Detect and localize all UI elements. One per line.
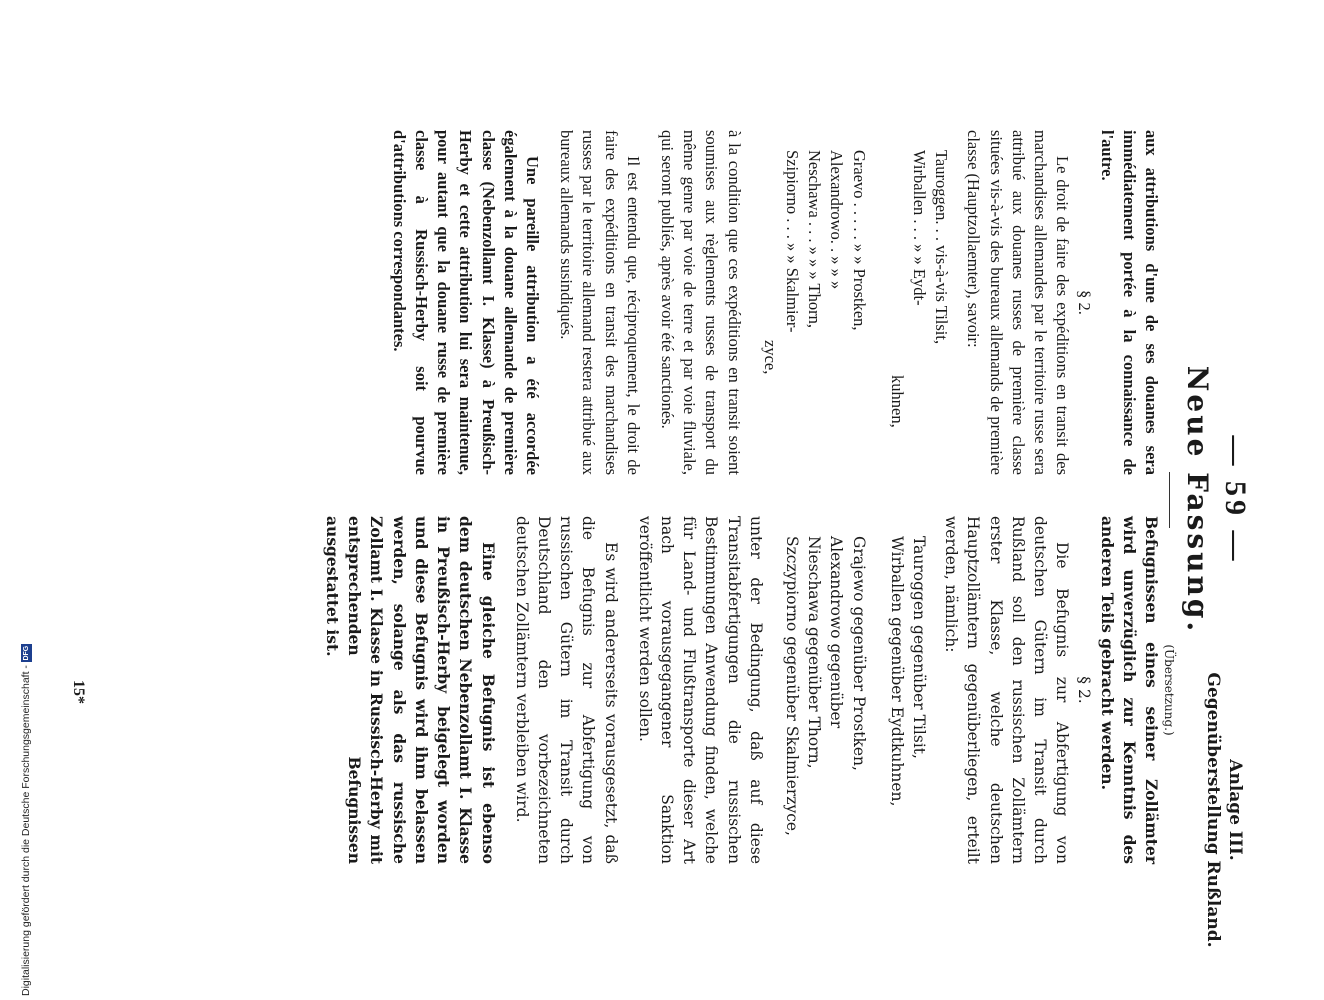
german-section-heading: § 2. <box>1075 676 1094 704</box>
german-column <box>321 516 1176 864</box>
french-list-row: Tauroggen. . . vis-à-vis Tilsit, <box>932 150 952 345</box>
digitization-sidebar <box>0 600 22 1000</box>
french-list-row: Wirballen . . . » » Eydt- <box>909 150 929 306</box>
german-list-row: Wirballen gegenüber Eydtkuhnen, <box>887 536 906 807</box>
french-list-row: Graevo . . . . . » » Prostken, <box>849 150 869 331</box>
french-paragraph-1: aux attributions d'une de ses douanes sera immédiatement portée à la connaissance de l'autre. <box>1097 130 1161 475</box>
german-list-row: Tauroggen gegenüber Tilsit, <box>909 536 928 759</box>
page-number: — 59 — <box>1219 435 1252 565</box>
digitization-note <box>20 596 32 996</box>
german-list-row: Grajewo gegenüber Prostken, <box>849 536 868 771</box>
french-list-row: Szipiorno . . . » » Skalmier- <box>782 150 802 333</box>
german-list-row: Nieschawa gegenüber Thorn, <box>805 536 824 769</box>
dfg-logo-icon: DFG <box>22 645 30 661</box>
french-list-row: Alexandrowo. . » » » <box>827 150 847 290</box>
german-list-row: Szczypiorno gegenüber Skalmierzyce, <box>782 536 801 836</box>
translation-note: (Übersetzung.) <box>1162 644 1176 736</box>
french-paragraph-5: Une pareille attribution a été accordée également à la douane allemande de première classe (Nebenzollamt I. Klasse) à Preußisch-Herby et cette attribution lui sera maintenue, pour autant que la douane russe de première classe à Russisch-Herby soit pourvue d'attributions correspondantes. <box>389 130 542 475</box>
annex-label: Anlage III. <box>1225 759 1245 861</box>
german-paragraph-4: Es wird andererseits vorausgesetzt, daß die Befugnis zur Abfertigung von russischen Gütern im Transit durch Deutschland den vorbezeichneten deutschen Zollämtern verbleiben wird. <box>512 516 620 864</box>
digitization-note-text: Digitalisierung gefördert durch die Deutsche Forschungsgemeinschaft - <box>20 665 32 996</box>
french-paragraph-3: à la condition que ces expéditions en transit soient soumises aux règlements russes de transport du même genre par voie de terre et par voie fluviale, qui seront publiés, après avoir été sanctionés. <box>657 130 744 475</box>
annex-heading <box>1202 660 1246 960</box>
german-paragraph-1: Befugnissen eines seiner Zollämter wird unverzüglich zur Kenntnis des anderen Teils gebracht werden. <box>1097 516 1161 864</box>
german-list-row: Alexandrowo gegenüber <box>827 536 846 729</box>
french-section-heading: § 2. <box>1075 290 1095 315</box>
french-list-row: Neschawa . . . » » » Thorn, <box>805 150 825 328</box>
annex-subtitle: Gegenüberstellung Rußland. <box>1203 672 1223 948</box>
german-paragraph-3: unter der Bedingung, daß auf diese Transitabfertigungen die russischen Bestimmungen Anwendung finden, welche für Land- und Flußtransporte dieser Art nach vorausgegangener Sanktion veröffentlicht werden sollen. <box>635 516 765 864</box>
french-paragraph-4: Il est entendu que, réciproquement, le droit de faire des expéditions en transit des marchandises russes par le territoire allemand restera attribué aux bureaux allemands susindiqués. <box>557 130 643 475</box>
german-paragraph-2: Die Befugnis zur Abfertigung von deutschen Gütern im Transit durch Rußland soll den russischen Zollämtern erster Klasse, welche deutschen Hauptzollämtern gegenüberliegen, erteilt werden, nämlich: <box>942 516 1072 864</box>
french-list-row: kuhnen, <box>887 375 907 428</box>
sheet-signature: 15* <box>70 680 87 704</box>
rotated-document-page <box>62 0 1262 1000</box>
german-paragraph-5: Eine gleiche Befugnis ist ebenso dem deutschen Nebenzollamt I. Klasse in Preußisch-Herby beigelegt worden und diese Befugnis wird ihm belassen werden, solange als das russische Zollamt I. Klasse in Russisch-Herby mit entsprechenden Befugnissen ausgestattet ist. <box>323 516 498 864</box>
french-paragraph-2: Le droit de faire des expéditions en transit des marchandises allemandes par le territoire russe sera attribué aux douanes russes de première classe situées vis-à-vis des bureaux allemands de première classe (Hauptzollaemter), savoir: <box>964 130 1073 475</box>
french-column <box>388 130 1163 475</box>
section-title: Neue Fassung. <box>1181 365 1214 635</box>
french-list-row: zyce, <box>760 340 780 375</box>
